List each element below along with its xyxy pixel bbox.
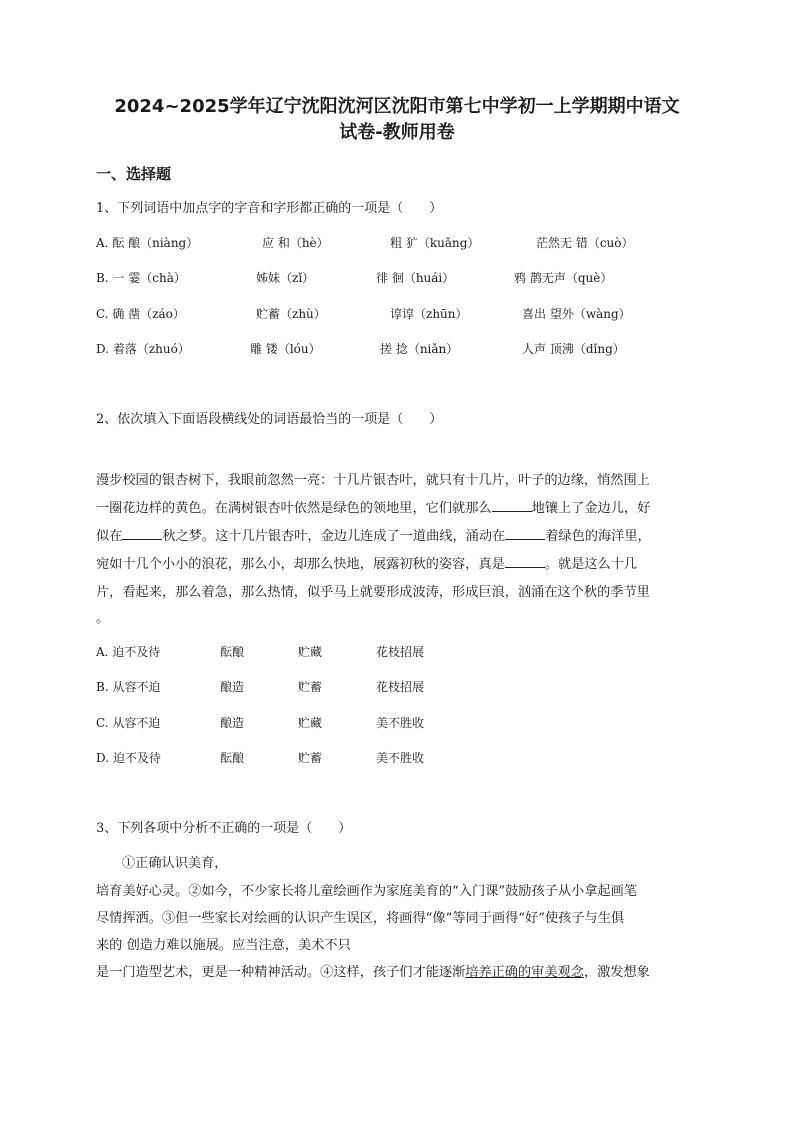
document-page: 2024~2025学年辽宁沈阳沈河区沈阳市第七中学初一上学期期中语文 试卷-教师用卷 一、选择题 1、下列词语中加点字的字音和字形都正确的一项是（ ） A. 酝 酿（niàng） 应 和（hè） 粗 犷（kuǎng） 茫然无 错（cuò） B. 一 霎（chà） 姊妹（zǐ） 徘 徊（huái） 鸦 鹊无声（què） C. 确 凿（záo） 贮蓄（zhù） 谆谆（zhūn） 喜出 望外（wàng） D. 着落（zhuó） 雕 镂（lóu） 搓 捻（niǎn） 人声 顶沸（dǐng） 2、依次填入下面语段横线处的词语最恰当的一项是（ ） 漫步校园的银杏树下，我眼前忽然一亮：十几片银杏叶，就只有十几片，叶子的边缘，悄然围上 一圈花边样的黄色。在满树银杏叶依然是绿色的领地里，它们就那么 地镶上了金边儿，好 似在 秋之梦。这十几片银杏叶，金边儿连成了一道曲线，涌动在 着绿色的海洋里， 宛如十几个小小的浪花，那么小，却那么快地，展露初秋的姿容，真是 。就是这么十几 片，看起来，那么着急，那么热情，似乎马上就要形成波涛，形成巨浪，汹涌在这个秋的季节里 。 A. 迫不及待 酝酿 贮藏 花枝招展 B. 从容不迫 酿造 贮蓄 花枝招展 C. 从容不迫 酿造 贮藏 美不胜收 D. 迫不及待 酝酿 贮蓄 美不胜收 3、下列各项中分析不正确的一项是（ ） ①正确认识美育， 培育美好心灵。②如今，不少家长将儿童绘画作为家庭美育的“入门课”鼓励孩子从小拿起画笔 尽情挥洒。③但一些家长对绘画的认识产生误区，将画得“像”等同于画得“好”使孩子与生俱 来的 创造力难以施展。应当注意，美术不只 是一门造型艺术，更是一种精神活动。④这样，孩子们才能逐渐培养正确的审美观念，激发想象 (0, 0, 794, 1123)
section-heading: 一、选择题 (96, 165, 172, 183)
q3-passage-line-3: 尽情挥洒。③但一些家长对绘画的认识产生误区，将画得“像”等同于画得“好”使孩子与生俱 (96, 911, 625, 926)
q2-passage-line-3: 似在 秋之梦。这十几片银杏叶，金边儿连成了一道曲线，涌动在 着绿色的海洋里， (96, 525, 651, 544)
q2-passage-line-1: 漫步校园的银杏树下，我眼前忽然一亮：十几片银杏叶，就只有十几片，叶子的边缘，悄然围上 (96, 473, 650, 488)
blank-1 (492, 497, 532, 512)
blank-2 (122, 525, 162, 540)
question-3-stem: 3、下列各项中分析不正确的一项是（ ） (96, 821, 352, 836)
title-line-2: 试卷-教师用卷 (339, 122, 455, 143)
q2-passage-line-2: 一圈花边样的黄色。在满树银杏叶依然是绿色的领地里，它们就那么 地镶上了金边儿，好 (96, 497, 650, 516)
q3-passage-line-1: ①正确认识美育， (122, 856, 228, 871)
underlined-phrase: 培养正确的审美观念 (465, 965, 584, 980)
q3-passage-line-5: 是一门造型艺术，更是一种精神活动。④这样，孩子们才能逐渐培养正确的审美观念，激发想象 (96, 965, 650, 980)
q3-passage-line-2: 培育美好心灵。②如今，不少家长将儿童绘画作为家庭美育的“入门课”鼓励孩子从小拿起画笔 (96, 884, 637, 899)
q2-passage-line-6: 。 (96, 611, 110, 626)
title-line-1: 2024~2025学年辽宁沈阳沈河区沈阳市第七中学初一上学期期中语文 (114, 96, 680, 117)
q2-passage-line-4: 宛如十几个小小的浪花，那么小，却那么快地，展露初秋的姿容，真是 。就是这么十几 (96, 553, 637, 572)
question-1-stem: 1、下列词语中加点字的字音和字形都正确的一项是（ ） (96, 201, 443, 216)
blank-4 (505, 553, 545, 568)
q2-passage-line-5: 片，看起来，那么着急，那么热情，似乎马上就要形成波涛，形成巨浪，汹涌在这个秋的季节里 (96, 585, 650, 600)
exam-title (90, 94, 704, 146)
question-2-stem: 2、依次填入下面语段横线处的词语最恰当的一项是（ ） (96, 412, 443, 427)
q3-passage-line-4: 来的 创造力难以施展。应当注意，美术不只 (96, 938, 351, 953)
blank-3 (505, 525, 545, 540)
